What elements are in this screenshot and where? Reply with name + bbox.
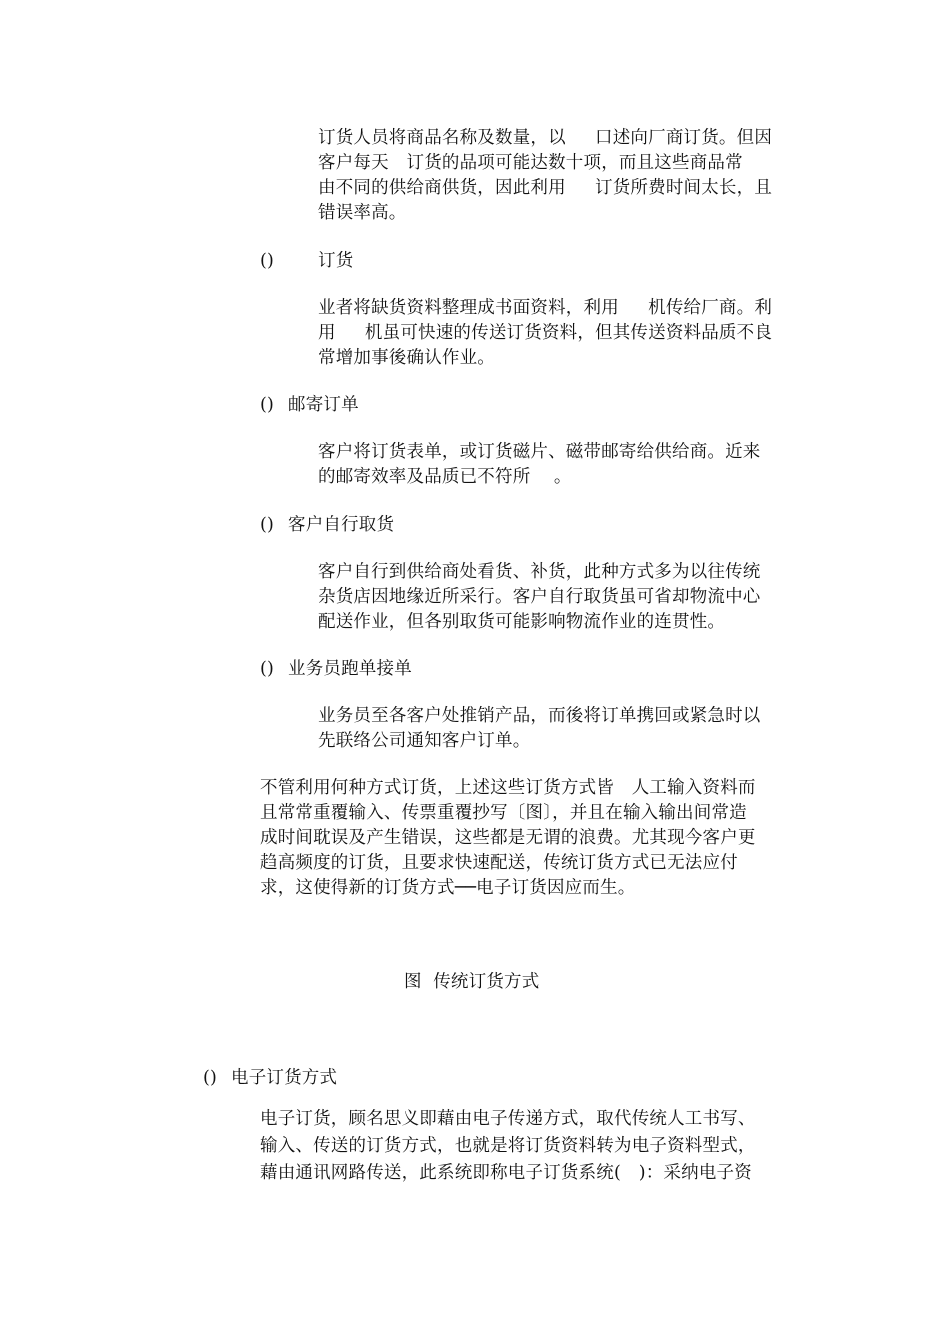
text-line: 且常常重覆输入、传票重覆抄写〔图〕，并且在输入输出间常造 [260, 803, 747, 823]
section-marker: () [260, 395, 275, 415]
text-line: 输入、传送的订货方式，也就是将订货资料转为电子资料型式， [260, 1136, 756, 1156]
section-marker: () [260, 659, 275, 679]
text-line: 业务员至各客户处推销产品，而後将订单携回或紧急时以 [318, 706, 761, 726]
text-line: 错误率高。 [318, 203, 407, 223]
text-line: 趋高频度的订货，且要求快速配送，传统订货方式已无法应付 [260, 853, 738, 873]
text-line: 电子订货，顾名思义即藉由电子传递方式，取代传统人工书写、 [260, 1109, 756, 1129]
text-line: 藉由通讯网路传送，此系统即称电子订货系统( )：采纳电子资 [260, 1163, 752, 1183]
text-line: 的邮寄效率及品质已不符所 。 [318, 467, 572, 487]
text-line: 先联络公司通知客户订单。 [318, 731, 531, 751]
text-line: 客户自行到供给商处看货、补货，此种方式多为以往传统 [318, 562, 761, 582]
text-line: 由不同的供给商供货，因此利用 订货所费时间太长，且 [318, 178, 773, 198]
text-line: 用 机虽可快速的传送订货资料，但其传送资料品质不良 [318, 323, 773, 343]
text-line: 常增加事後确认作业。 [318, 348, 495, 368]
section-heading: 订货 [318, 251, 354, 271]
text-line: 杂货店因地缘近所采行。客户自行取货虽可省却物流中心 [318, 587, 761, 607]
text-line: 客户每天 订货的品项可能达数十项，而且这些商品常 [318, 153, 743, 173]
text-line: 配送作业，但各别取货可能影响物流作业的连贯性。 [318, 612, 726, 632]
figure-caption: 图 传统订货方式 [404, 972, 540, 992]
text-line: 成时间耽误及产生错误，这些都是无谓的浪费。尤其现今客户更 [260, 828, 756, 848]
section-marker: () [260, 515, 275, 535]
text-line: 业者将缺货资料整理成书面资料，利用 机传给厂商。利 [318, 298, 773, 318]
text-line: 订货人员将商品名称及数量，以 口述向厂商订货。但因 [318, 128, 773, 148]
text-line: 求，这使得新的订货方式──电子订货因应而生。 [260, 878, 636, 898]
section-heading: 业务员跑单接单 [288, 659, 412, 679]
section-marker: () [203, 1068, 218, 1088]
section-heading: 电子订货方式 [231, 1068, 338, 1088]
text-line: 客户将订货表单，或订货磁片、磁带邮寄给供给商。近来 [318, 442, 761, 462]
section-marker: () [260, 251, 275, 271]
section-heading: 邮寄订单 [288, 395, 359, 415]
text-line: 不管利用何种方式订货，上述这些订货方式皆 人工输入资料而 [260, 778, 756, 798]
section-heading: 客户自行取货 [288, 515, 395, 535]
